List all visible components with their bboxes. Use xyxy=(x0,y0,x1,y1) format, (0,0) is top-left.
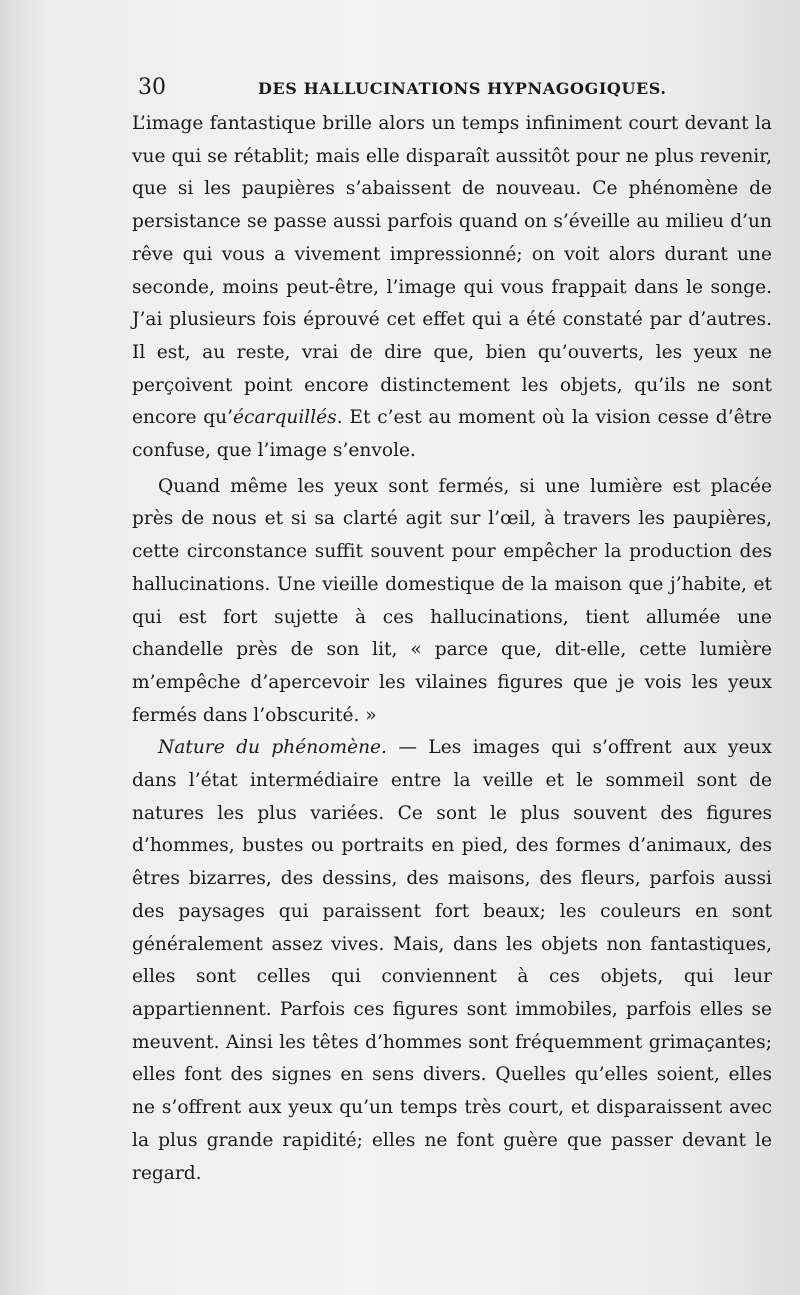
paragraph-1-italic: écarquillés xyxy=(233,407,337,429)
paragraph-3 xyxy=(132,732,772,1190)
page-header xyxy=(132,68,772,108)
paragraph-1-text: L’image fantastique brille alors un temps infiniment court devant la vue qui se rétablit; mais elle disparaît aussitôt pour ne plus revenir, que si les paupières s’abaissent de nouveau. Ce phénomène de persistance se passe aussi parfois quand on s’éveille au milieu d’un rêve qui vous a vivement impressionné; on voit alors durant une seconde, moins peut-être, l’image qui vous frappait dans le songe. J’ai plusieurs fois éprouvé cet effet qui a été constaté par d’autres. Il est, au reste, vrai de dire que, bien qu’ouverts, les yeux ne perçoivent point encore distinctement les objets, qu’ils ne sont encore qu’ xyxy=(132,113,772,429)
paragraph-2-text: Quand même les yeux sont fermés, si une lumière est placée près de nous et si sa clarté agit sur l’œil, à travers les paupières, cette circonstance suffit souvent pour empêcher la production des hallucinations. Une vieille domestique de la maison que j’habite, et qui est fort sujette à ces hallucinations, tient allumée une chandelle près de son lit, « parce que, dit-elle, cette lumière m’empêche d’apercevoir les vilaines figures que je vois les yeux fermés dans l’obscurité. » xyxy=(132,475,772,726)
page-number: 30 xyxy=(138,75,166,100)
paragraph-3-heading: Nature du phénomène. xyxy=(158,737,387,759)
paragraph-3-text: — Les images qui s’offrent aux yeux dans l’état intermédiaire entre la veille et le sommeil sont de natures les plus variées. Ce sont le plus souvent des figures d’hommes, bustes ou portraits en pied, des formes d’animaux, des êtres bizarres, des dessins, des maisons, des fleurs, parfois aussi des paysages qui paraissent fort beaux; les couleurs en sont généralement assez vives. Mais, dans les objets non fantastiques, elles sont celles qui conviennent à ces objets, qui leur appartiennent. Parfois ces figures sont immobiles, parfois elles se meuvent. Ainsi les têtes d’hommes sont fréquemment grimaçantes; elles font des signes en sens divers. Quelles qu’elles soient, elles ne s’offrent aux yeux qu’un temps très court, et disparaissent avec la plus grande rapidité; elles ne font guère que passer devant le regard. xyxy=(132,737,773,1184)
paragraph-1-end: . Et c’est au moment où la vision cesse d’être confuse, que l’image s’envole. xyxy=(132,407,772,462)
running-title: DES HALLUCINATIONS HYPNAGOGIQUES. xyxy=(258,79,667,98)
paragraph-1 xyxy=(132,108,772,468)
page-text xyxy=(132,68,772,1190)
paragraph-2 xyxy=(132,471,772,733)
